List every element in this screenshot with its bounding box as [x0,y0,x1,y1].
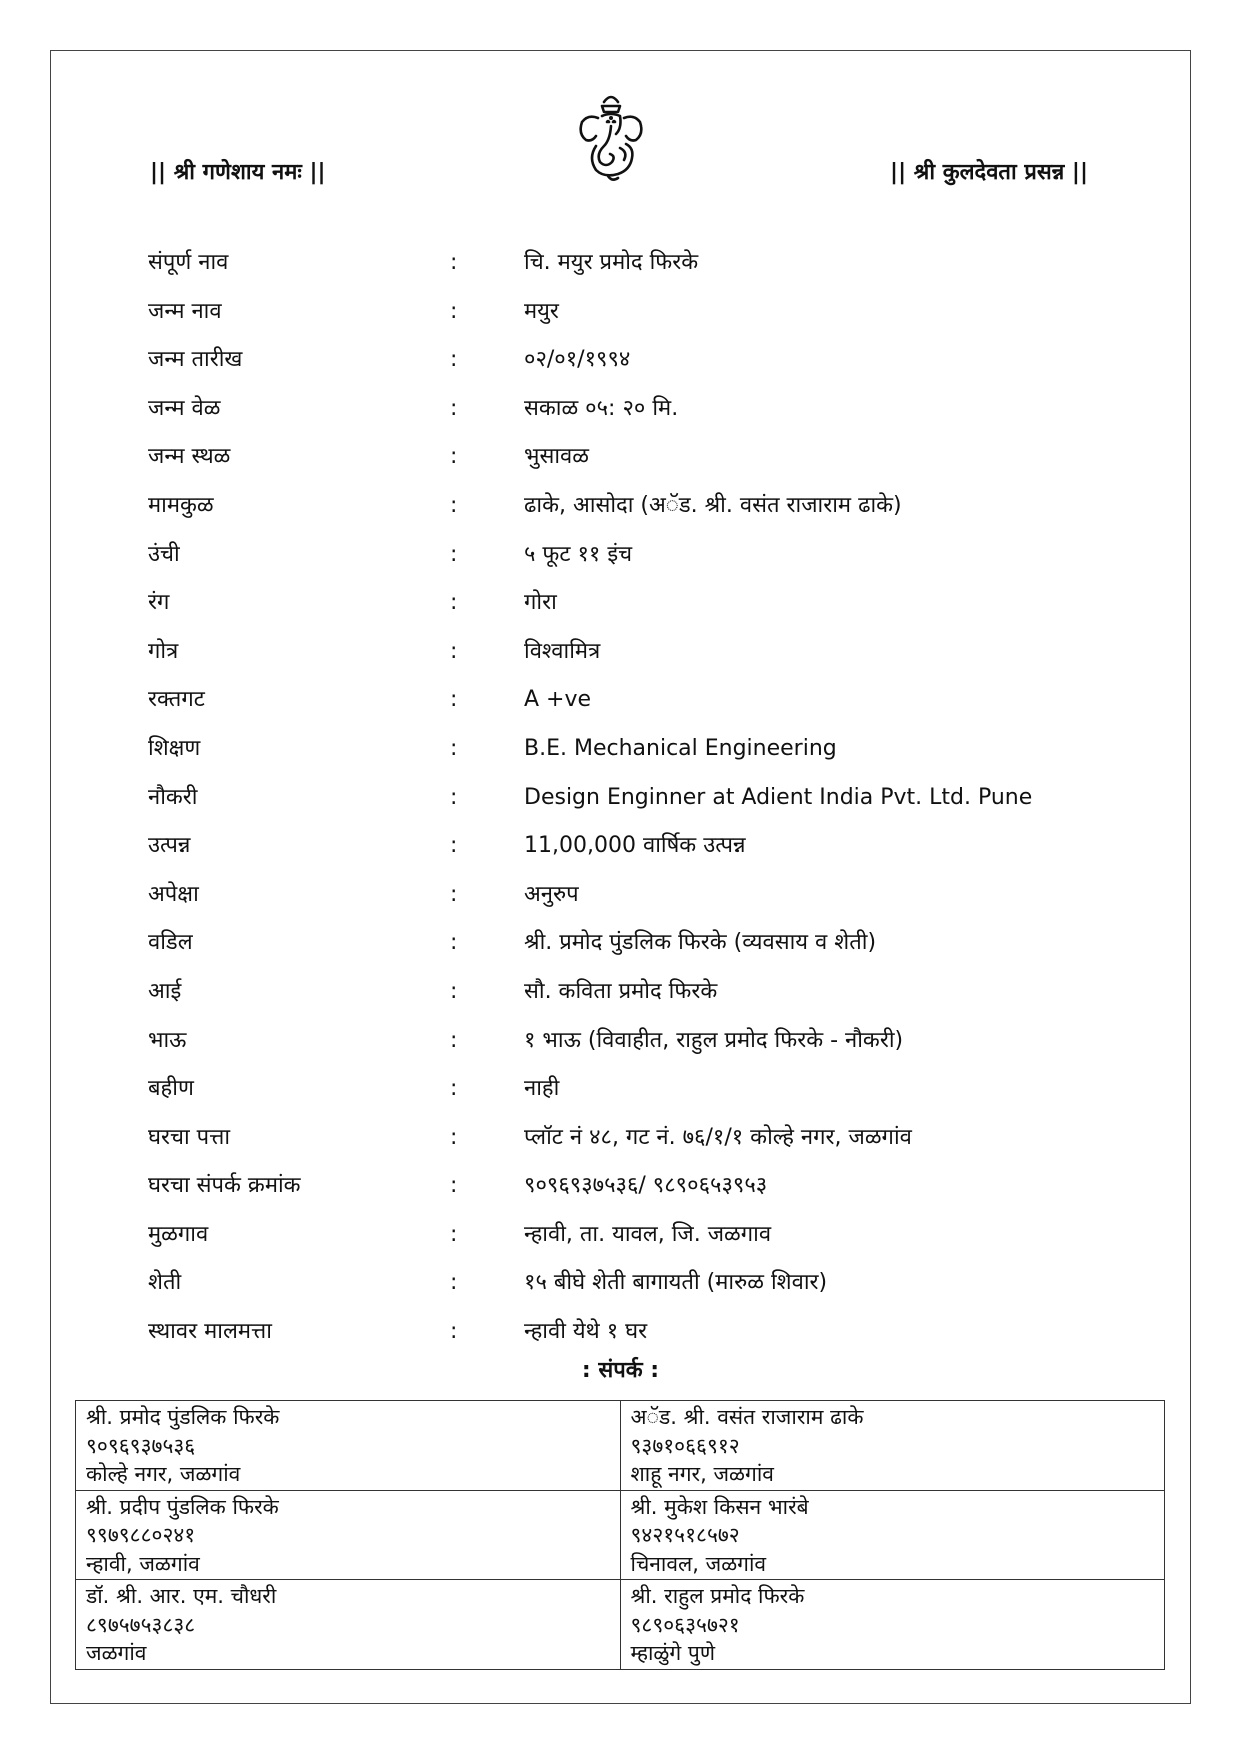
detail-label: बहीण [148,1076,194,1102]
contact-phone: ८९७५७५३८३८ [86,1612,196,1637]
detail-value: सौ. कविता प्रमोद फिरके [524,978,718,1004]
detail-colon: : [450,1124,458,1150]
contact-place: कोल्हे नगर, जळगांव [86,1462,241,1486]
detail-label: गोत्र [148,638,179,664]
contact-cell [76,1580,621,1670]
detail-value: न्हावी, ता. यावल, जि. जळगाव [524,1221,772,1247]
detail-colon: : [450,1319,458,1345]
detail-row [146,783,1106,832]
detail-row [146,734,1106,783]
detail-label: मुळगाव [148,1221,209,1247]
detail-value: भुसावळ [524,444,589,470]
detail-colon: : [450,541,458,567]
detail-colon: : [450,735,458,761]
detail-colon: : [450,784,458,810]
detail-row [146,491,1106,540]
detail-colon: : [450,1221,458,1247]
contact-place: शाहू नगर, जळगांव [630,1462,774,1486]
detail-label: रक्तगट [148,687,205,713]
detail-label: उंची [148,541,180,567]
detail-label: वडिल [148,930,193,956]
detail-label: नौकरी [148,784,198,810]
contact-name: श्री. मुकेश किसन भारंबे [630,1494,809,1519]
detail-colon: : [450,978,458,1004]
detail-row [146,345,1106,394]
biodata-details [146,248,1106,1366]
detail-colon: : [450,638,458,664]
detail-row [146,880,1106,929]
detail-row [146,928,1106,977]
detail-colon: : [450,881,458,907]
detail-label: स्थावर मालमत्ता [148,1319,272,1345]
detail-row [146,394,1106,443]
detail-value: सकाळ ०५: २० मि. [524,395,679,421]
detail-value: १५ बीघे शेती बागायती (मारुळ शिवार) [524,1270,828,1296]
detail-row [146,442,1106,491]
detail-row [146,1026,1106,1075]
detail-label: जन्म वेळ [148,395,221,421]
detail-value: १ भाऊ (विवाहीत, राहुल प्रमोद फिरके - नौकरी) [524,1027,904,1053]
detail-row [146,540,1106,589]
contacts-table [75,1400,1165,1670]
detail-colon: : [450,1270,458,1296]
contact-cell [76,1490,621,1580]
contact-phone: ९८९०६३५७२१ [630,1612,740,1637]
detail-value: B.E. Mechanical Engineering [524,735,837,761]
detail-row [146,1074,1106,1123]
detail-value: 11,00,000 वार्षिक उत्पन्न [524,833,746,859]
contact-cell [76,1401,621,1491]
contact-name: श्री. राहुल प्रमोद फिरके [630,1584,805,1608]
contact-place: जळगांव [86,1641,147,1665]
contact-cell [620,1580,1165,1670]
table-row [76,1401,1165,1491]
detail-row [146,685,1106,734]
detail-label: जन्म नाव [148,298,222,324]
detail-label: शिक्षण [148,735,201,761]
detail-colon: : [450,298,458,324]
contact-name: श्री. प्रमोद पुंडलिक फिरके [86,1405,280,1429]
detail-row [146,977,1106,1026]
table-row [76,1490,1165,1580]
contact-name: डॉ. श्री. आर. एम. चौधरी [86,1584,277,1608]
detail-value: ढाके, आसोदा (अॅड. श्री. वसंत राजाराम ढाके) [524,492,902,518]
detail-value: गोरा [524,590,557,616]
header-invocation-right: || श्री कुलदेवता प्रसन्न || [890,160,1088,185]
detail-row [146,1220,1106,1269]
detail-value: नाही [524,1076,560,1102]
detail-colon: : [450,590,458,616]
contact-place: चिनावल, जळगांव [630,1551,767,1576]
detail-row [146,297,1106,346]
contact-place: म्हाळुंगे पुणे [630,1641,716,1665]
detail-value: मयुर [524,298,559,324]
detail-label: अपेक्षा [148,881,199,907]
detail-colon: : [450,687,458,713]
contact-name: अॅड. श्री. वसंत राजाराम ढाके [630,1405,864,1429]
detail-value: ९०९६९३७५३६/ ९८९०६५३९५३ [524,1173,768,1199]
detail-label: आई [148,978,182,1004]
detail-label: शेती [148,1270,182,1296]
detail-label: घरचा संपर्क क्रमांक [148,1173,301,1199]
ganesha-icon [574,88,648,184]
detail-value: अनुरुप [524,881,579,907]
detail-row [146,1171,1106,1220]
detail-colon: : [450,833,458,859]
detail-colon: : [450,1027,458,1053]
detail-label: घरचा पत्ता [148,1124,231,1150]
contact-cell [620,1401,1165,1491]
contacts-heading: : संपर्क : [581,1358,660,1383]
detail-label: जन्म स्थळ [148,444,231,470]
table-row [76,1580,1165,1670]
detail-label: मामकुळ [148,492,214,518]
contact-cell [620,1490,1165,1580]
detail-value: Design Enginner at Adient India Pvt. Ltd. Pune [524,784,1033,810]
detail-colon: : [450,395,458,421]
detail-value: श्री. प्रमोद पुंडलिक फिरके (व्यवसाय व शेती) [524,930,877,956]
detail-colon: : [450,492,458,518]
contact-place: न्हावी, जळगांव [86,1551,200,1576]
detail-label: संपूर्ण नाव [148,250,229,275]
detail-value: चि. मयुर प्रमोद फिरके [524,250,699,275]
contact-phone: ९३७१०६६९१२ [630,1433,740,1458]
detail-row [146,831,1106,880]
detail-row [146,1268,1106,1317]
detail-label: रंग [148,590,170,616]
contact-name: श्री. प्रदीप पुंडलिक फिरके [86,1494,279,1519]
detail-colon: : [450,1076,458,1102]
contact-phone: ९४२१५१८५७२ [630,1523,740,1547]
detail-row [146,588,1106,637]
detail-colon: : [450,347,458,373]
detail-row [146,637,1106,686]
detail-colon: : [450,1173,458,1199]
detail-colon: : [450,444,458,470]
detail-colon: : [450,930,458,956]
contact-phone: ९९७९८८०२४१ [86,1523,196,1547]
detail-value: A +ve [524,687,592,713]
detail-value: विश्वामित्र [524,638,601,664]
detail-label: जन्म तारीख [148,347,243,373]
detail-value: ०२/०१/१९९४ [524,347,631,373]
contact-phone: ९०९६९३७५३६ [86,1433,196,1458]
detail-row [146,1123,1106,1172]
detail-row [146,248,1106,297]
detail-colon: : [450,250,458,275]
detail-value: ५ फूट ११ इंच [524,541,633,567]
detail-value: प्लॉट नं ४८, गट नं. ७६/१/१ कोल्हे नगर, जळगांव [524,1124,912,1150]
detail-label: भाऊ [148,1027,187,1053]
header-invocation-left: || श्री गणेशाय नमः || [150,160,326,185]
detail-label: उत्पन्न [148,833,191,859]
detail-value: न्हावी येथे १ घर [524,1319,648,1345]
